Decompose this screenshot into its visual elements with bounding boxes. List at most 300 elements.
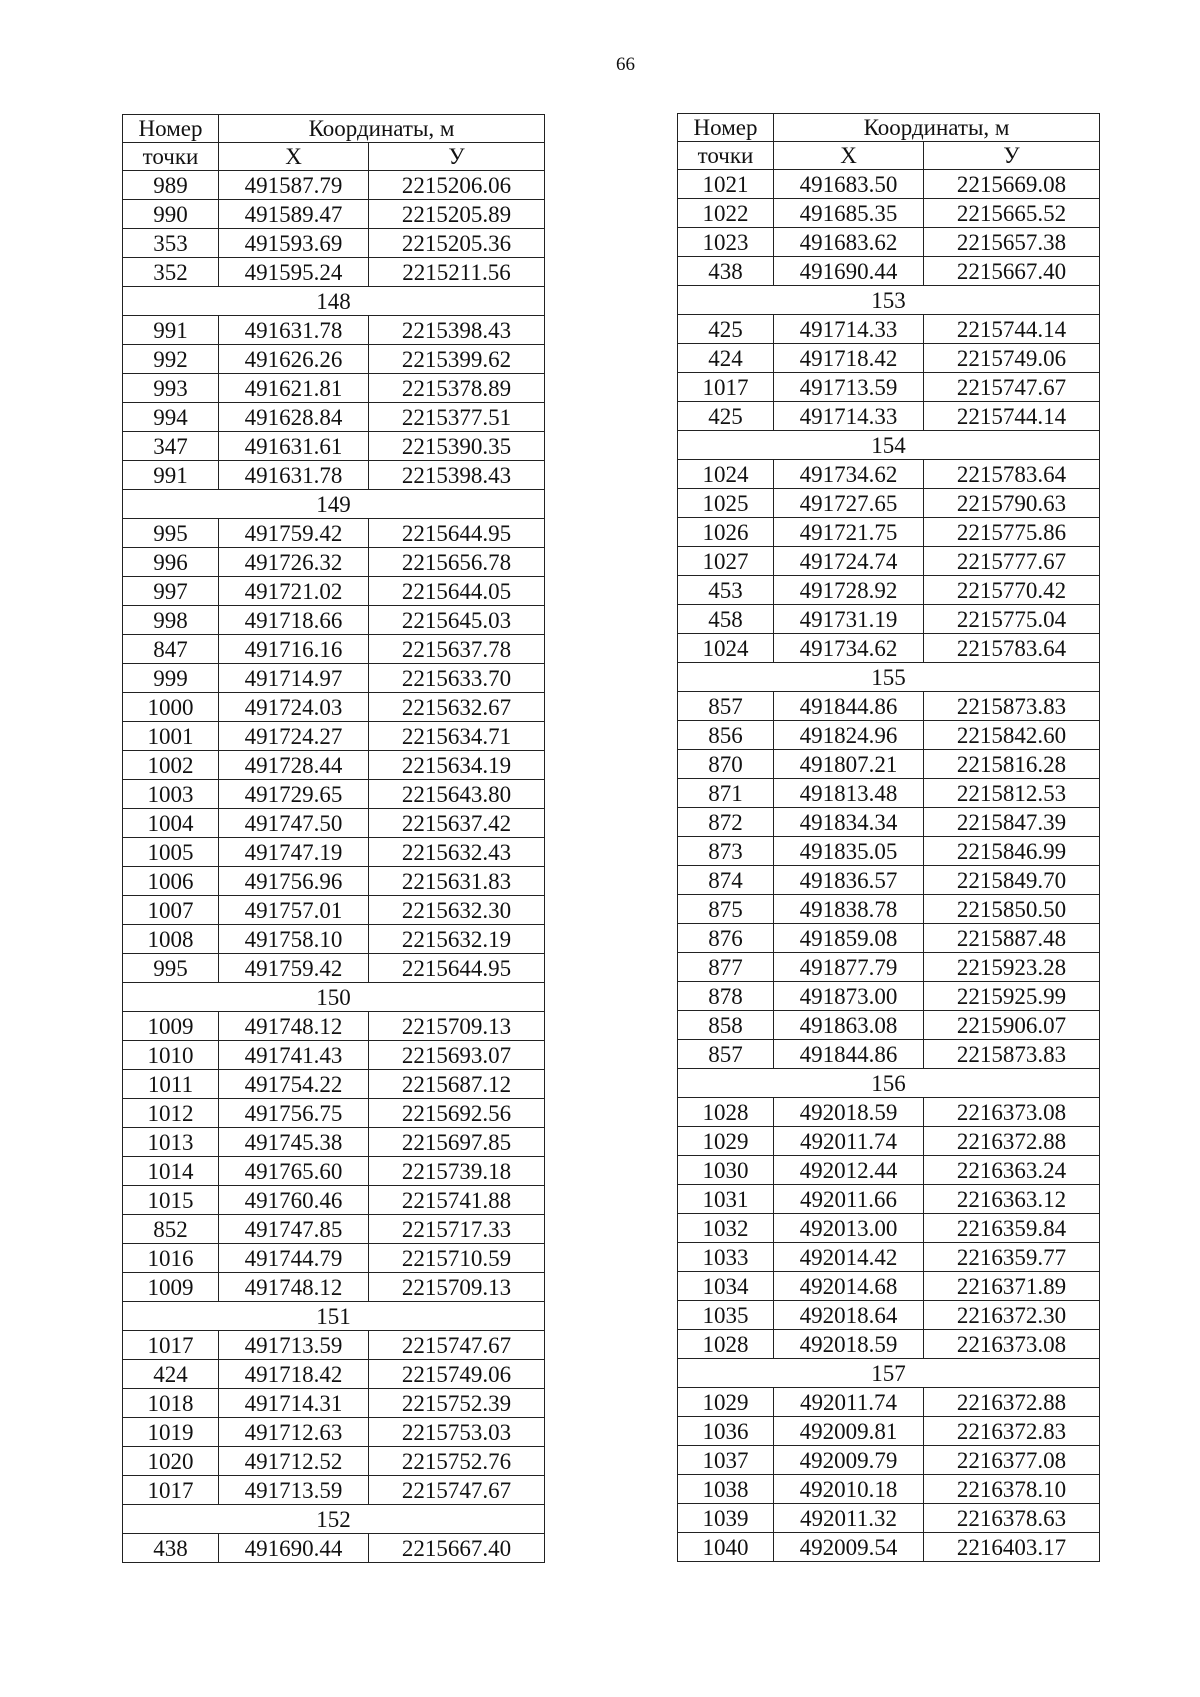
table-row	[678, 750, 1100, 779]
x-coordinate-cell: 491727.65	[774, 489, 924, 518]
point-number-cell: 1025	[678, 489, 774, 518]
coordinates-header: Координаты, м	[219, 115, 545, 143]
point-number-cell: 874	[678, 866, 774, 895]
y-coordinate-cell: 2216359.77	[924, 1243, 1100, 1272]
x-coordinate-cell: 491683.62	[774, 228, 924, 257]
y-coordinate-cell: 2216372.83	[924, 1417, 1100, 1446]
x-coordinate-cell: 491873.00	[774, 982, 924, 1011]
y-coordinate-cell: 2216378.63	[924, 1504, 1100, 1533]
y-coordinate-cell: 2216372.88	[924, 1127, 1100, 1156]
y-coordinate-cell: 2215777.67	[924, 547, 1100, 576]
table-row	[678, 1417, 1100, 1446]
x-coordinate-cell: 492010.18	[774, 1475, 924, 1504]
x-coordinate-cell: 491718.42	[219, 1360, 369, 1389]
group-heading-row	[678, 1359, 1100, 1388]
point-number-cell: 1014	[123, 1157, 219, 1186]
y-coordinate-cell: 2215925.99	[924, 982, 1100, 1011]
table-row	[123, 345, 545, 374]
point-number-cell: 1036	[678, 1417, 774, 1446]
point-number-cell: 425	[678, 315, 774, 344]
y-coordinate-cell: 2215634.19	[369, 751, 545, 780]
table-row	[678, 460, 1100, 489]
x-coordinate-cell: 491716.16	[219, 635, 369, 664]
y-coordinate-cell: 2215744.14	[924, 402, 1100, 431]
table-row	[123, 1273, 545, 1302]
x-coordinate-cell: 492011.32	[774, 1504, 924, 1533]
table-row	[123, 229, 545, 258]
table-row	[123, 1012, 545, 1041]
point-number-cell: 991	[123, 461, 219, 490]
point-number-cell: 1026	[678, 518, 774, 547]
x-coordinate-cell: 491721.75	[774, 518, 924, 547]
y-coordinate-cell: 2215747.67	[369, 1476, 545, 1505]
x-coordinate-cell: 491589.47	[219, 200, 369, 229]
y-coordinate-cell: 2215390.35	[369, 432, 545, 461]
point-number-cell: 1002	[123, 751, 219, 780]
point-number-cell: 1028	[678, 1098, 774, 1127]
point-number-cell: 872	[678, 808, 774, 837]
x-coordinate-cell: 491683.50	[774, 170, 924, 199]
table-row	[678, 1156, 1100, 1185]
x-coordinate-cell: 491726.32	[219, 548, 369, 577]
y-coordinate-cell: 2215744.14	[924, 315, 1100, 344]
y-coordinate-cell: 2215783.64	[924, 634, 1100, 663]
point-number-cell: 458	[678, 605, 774, 634]
y-coordinate-cell: 2215709.13	[369, 1273, 545, 1302]
table-row	[123, 1186, 545, 1215]
y-coordinate-cell: 2215644.95	[369, 519, 545, 548]
y-coordinate-cell: 2216363.24	[924, 1156, 1100, 1185]
y-coordinate-cell: 2216378.10	[924, 1475, 1100, 1504]
table-row	[678, 547, 1100, 576]
table-row	[678, 489, 1100, 518]
table-row	[678, 1388, 1100, 1417]
x-coordinate-cell: 492009.54	[774, 1533, 924, 1562]
x-coordinate-cell: 491593.69	[219, 229, 369, 258]
group-number: 154	[678, 431, 1100, 460]
table-row	[123, 1534, 545, 1563]
table-row	[123, 896, 545, 925]
group-heading-row	[123, 490, 545, 519]
y-column-header: У	[924, 142, 1100, 170]
y-coordinate-cell: 2215399.62	[369, 345, 545, 374]
y-coordinate-cell: 2215816.28	[924, 750, 1100, 779]
y-coordinate-cell: 2215205.36	[369, 229, 545, 258]
point-number-cell: 852	[123, 1215, 219, 1244]
y-coordinate-cell: 2215644.95	[369, 954, 545, 983]
coordinates-table-right	[677, 113, 1100, 1562]
table-row	[123, 519, 545, 548]
y-coordinate-cell: 2215656.78	[369, 548, 545, 577]
x-coordinate-cell: 491728.44	[219, 751, 369, 780]
point-number-cell: 1018	[123, 1389, 219, 1418]
point-number-header-line2: точки	[123, 143, 219, 171]
y-coordinate-cell: 2215752.39	[369, 1389, 545, 1418]
y-coordinate-cell: 2215637.42	[369, 809, 545, 838]
x-coordinate-cell: 491721.02	[219, 577, 369, 606]
point-number-cell: 1027	[678, 547, 774, 576]
y-coordinate-cell: 2216372.30	[924, 1301, 1100, 1330]
x-coordinate-cell: 491758.10	[219, 925, 369, 954]
y-coordinate-cell: 2215739.18	[369, 1157, 545, 1186]
point-number-cell: 453	[678, 576, 774, 605]
table-row	[678, 953, 1100, 982]
x-coordinate-cell: 492011.74	[774, 1388, 924, 1417]
x-coordinate-cell: 492018.64	[774, 1301, 924, 1330]
x-coordinate-cell: 491587.79	[219, 171, 369, 200]
y-coordinate-cell: 2215211.56	[369, 258, 545, 287]
point-number-cell: 1015	[123, 1186, 219, 1215]
y-coordinate-cell: 2215667.40	[369, 1534, 545, 1563]
table-row	[678, 170, 1100, 199]
group-heading-row	[123, 287, 545, 316]
point-number-cell: 1037	[678, 1446, 774, 1475]
x-coordinate-cell: 491844.86	[774, 1040, 924, 1069]
point-number-cell: 1011	[123, 1070, 219, 1099]
y-coordinate-cell: 2215850.50	[924, 895, 1100, 924]
x-coordinate-cell: 492013.00	[774, 1214, 924, 1243]
x-coordinate-cell: 491729.65	[219, 780, 369, 809]
table-row	[678, 866, 1100, 895]
table-row	[123, 925, 545, 954]
group-heading-row	[678, 431, 1100, 460]
table-row	[123, 1070, 545, 1099]
y-coordinate-cell: 2215812.53	[924, 779, 1100, 808]
y-coordinate-cell: 2215669.08	[924, 170, 1100, 199]
table-row	[678, 982, 1100, 1011]
group-number: 148	[123, 287, 545, 316]
table-row	[123, 1476, 545, 1505]
y-coordinate-cell: 2216373.08	[924, 1098, 1100, 1127]
x-coordinate-cell: 491631.78	[219, 461, 369, 490]
point-number-cell: 1024	[678, 460, 774, 489]
x-coordinate-cell: 491744.79	[219, 1244, 369, 1273]
point-number-cell: 1013	[123, 1128, 219, 1157]
y-coordinate-cell: 2215847.39	[924, 808, 1100, 837]
x-coordinate-cell: 492011.74	[774, 1127, 924, 1156]
table-row	[678, 402, 1100, 431]
table-row	[678, 1533, 1100, 1562]
point-number-cell: 424	[678, 344, 774, 373]
table-row	[678, 228, 1100, 257]
table-row	[678, 257, 1100, 286]
x-coordinate-cell: 491631.78	[219, 316, 369, 345]
point-number-cell: 1040	[678, 1533, 774, 1562]
point-number-cell: 858	[678, 1011, 774, 1040]
x-coordinate-cell: 491760.46	[219, 1186, 369, 1215]
group-number: 151	[123, 1302, 545, 1331]
table-row	[678, 1011, 1100, 1040]
point-number-header-line1: Номер	[678, 114, 774, 142]
table-row	[123, 1157, 545, 1186]
point-number-cell: 352	[123, 258, 219, 287]
point-number-cell: 994	[123, 403, 219, 432]
x-coordinate-cell: 492011.66	[774, 1185, 924, 1214]
group-heading-row	[123, 1505, 545, 1534]
x-coordinate-cell: 491734.62	[774, 634, 924, 663]
point-number-cell: 992	[123, 345, 219, 374]
table-row	[678, 1185, 1100, 1214]
y-coordinate-cell: 2215632.67	[369, 693, 545, 722]
table-row	[678, 808, 1100, 837]
y-coordinate-cell: 2215906.07	[924, 1011, 1100, 1040]
x-coordinate-cell: 491757.01	[219, 896, 369, 925]
group-heading-row	[123, 1302, 545, 1331]
table-row	[123, 1099, 545, 1128]
point-number-cell: 347	[123, 432, 219, 461]
x-coordinate-cell: 492012.44	[774, 1156, 924, 1185]
x-coordinate-cell: 491718.66	[219, 606, 369, 635]
x-coordinate-cell: 491724.27	[219, 722, 369, 751]
table-row	[678, 344, 1100, 373]
table-row	[678, 924, 1100, 953]
x-coordinate-cell: 491877.79	[774, 953, 924, 982]
group-number: 153	[678, 286, 1100, 315]
x-coordinate-cell: 491621.81	[219, 374, 369, 403]
point-number-cell: 989	[123, 171, 219, 200]
point-number-cell: 1010	[123, 1041, 219, 1070]
point-number-cell: 1029	[678, 1127, 774, 1156]
y-coordinate-cell: 2215644.05	[369, 577, 545, 606]
point-number-cell: 1009	[123, 1012, 219, 1041]
table-row	[123, 1128, 545, 1157]
table-body-right	[678, 170, 1100, 1562]
table-row	[123, 635, 545, 664]
x-coordinate-cell: 491714.33	[774, 315, 924, 344]
x-coordinate-cell: 492014.42	[774, 1243, 924, 1272]
y-coordinate-cell: 2215775.86	[924, 518, 1100, 547]
point-number-cell: 1021	[678, 170, 774, 199]
y-coordinate-cell: 2215206.06	[369, 171, 545, 200]
table-row	[123, 258, 545, 287]
x-coordinate-cell: 491759.42	[219, 954, 369, 983]
group-number: 155	[678, 663, 1100, 692]
y-coordinate-cell: 2215632.43	[369, 838, 545, 867]
point-number-cell: 1000	[123, 693, 219, 722]
x-coordinate-cell: 491844.86	[774, 692, 924, 721]
coordinates-table-left	[122, 114, 545, 1563]
y-coordinate-cell: 2215693.07	[369, 1041, 545, 1070]
x-coordinate-cell: 492009.81	[774, 1417, 924, 1446]
y-coordinate-cell: 2215775.04	[924, 605, 1100, 634]
x-coordinate-cell: 491748.12	[219, 1012, 369, 1041]
point-number-cell: 870	[678, 750, 774, 779]
point-number-cell: 425	[678, 402, 774, 431]
table-row	[678, 1475, 1100, 1504]
table-row	[123, 664, 545, 693]
point-number-cell: 875	[678, 895, 774, 924]
point-number-cell: 1038	[678, 1475, 774, 1504]
y-coordinate-cell: 2215717.33	[369, 1215, 545, 1244]
point-number-cell: 856	[678, 721, 774, 750]
y-coordinate-cell: 2215790.63	[924, 489, 1100, 518]
x-coordinate-cell: 491859.08	[774, 924, 924, 953]
table-row	[678, 1272, 1100, 1301]
y-coordinate-cell: 2215667.40	[924, 257, 1100, 286]
x-coordinate-cell: 491747.85	[219, 1215, 369, 1244]
point-number-cell: 993	[123, 374, 219, 403]
x-coordinate-cell: 491690.44	[219, 1534, 369, 1563]
table-row	[123, 403, 545, 432]
point-number-cell: 871	[678, 779, 774, 808]
point-number-cell: 997	[123, 577, 219, 606]
x-coordinate-cell: 491754.22	[219, 1070, 369, 1099]
x-coordinate-cell: 491756.75	[219, 1099, 369, 1128]
y-coordinate-cell: 2215752.76	[369, 1447, 545, 1476]
x-coordinate-cell: 491718.42	[774, 344, 924, 373]
y-column-header: У	[369, 143, 545, 171]
point-number-cell: 877	[678, 953, 774, 982]
table-body-left	[123, 171, 545, 1563]
table-row	[678, 1446, 1100, 1475]
point-number-cell: 1032	[678, 1214, 774, 1243]
y-coordinate-cell: 2216377.08	[924, 1446, 1100, 1475]
group-number: 156	[678, 1069, 1100, 1098]
y-coordinate-cell: 2215747.67	[924, 373, 1100, 402]
point-number-cell: 1020	[123, 1447, 219, 1476]
table-row	[123, 374, 545, 403]
point-number-header-line1: Номер	[123, 115, 219, 143]
point-number-cell: 1003	[123, 780, 219, 809]
y-coordinate-cell: 2215398.43	[369, 461, 545, 490]
table-row	[123, 722, 545, 751]
x-coordinate-cell: 491838.78	[774, 895, 924, 924]
point-number-cell: 1008	[123, 925, 219, 954]
y-coordinate-cell: 2215749.06	[924, 344, 1100, 373]
point-number-cell: 1039	[678, 1504, 774, 1533]
x-coordinate-cell: 491713.59	[774, 373, 924, 402]
y-coordinate-cell: 2216371.89	[924, 1272, 1100, 1301]
table-row	[678, 1127, 1100, 1156]
y-coordinate-cell: 2215632.19	[369, 925, 545, 954]
x-coordinate-cell: 492018.59	[774, 1098, 924, 1127]
x-coordinate-cell: 491728.92	[774, 576, 924, 605]
point-number-cell: 1017	[123, 1331, 219, 1360]
table-row	[678, 199, 1100, 228]
y-coordinate-cell: 2215873.83	[924, 692, 1100, 721]
table-row	[123, 809, 545, 838]
group-number: 149	[123, 490, 545, 519]
table-row	[678, 779, 1100, 808]
y-coordinate-cell: 2215770.42	[924, 576, 1100, 605]
x-coordinate-cell: 491626.26	[219, 345, 369, 374]
x-coordinate-cell: 491714.97	[219, 664, 369, 693]
group-heading-row	[678, 1069, 1100, 1098]
x-coordinate-cell: 492018.59	[774, 1330, 924, 1359]
y-coordinate-cell: 2215692.56	[369, 1099, 545, 1128]
x-coordinate-cell: 491713.59	[219, 1331, 369, 1360]
y-coordinate-cell: 2215710.59	[369, 1244, 545, 1273]
x-coordinate-cell: 491714.33	[774, 402, 924, 431]
point-number-cell: 1017	[678, 373, 774, 402]
point-number-cell: 353	[123, 229, 219, 258]
table-row	[678, 895, 1100, 924]
point-number-cell: 1004	[123, 809, 219, 838]
point-number-cell: 1024	[678, 634, 774, 663]
table-row	[123, 838, 545, 867]
x-coordinate-cell: 491756.96	[219, 867, 369, 896]
table-row	[678, 315, 1100, 344]
y-coordinate-cell: 2215741.88	[369, 1186, 545, 1215]
y-coordinate-cell: 2215783.64	[924, 460, 1100, 489]
x-coordinate-cell: 491863.08	[774, 1011, 924, 1040]
table-row	[123, 316, 545, 345]
x-coordinate-cell: 491712.52	[219, 1447, 369, 1476]
table-row	[123, 1418, 545, 1447]
x-coordinate-cell: 491724.74	[774, 547, 924, 576]
point-number-cell: 1030	[678, 1156, 774, 1185]
table-row	[123, 1389, 545, 1418]
point-number-cell: 1033	[678, 1243, 774, 1272]
group-number: 152	[123, 1505, 545, 1534]
y-coordinate-cell: 2215709.13	[369, 1012, 545, 1041]
table-row	[123, 171, 545, 200]
table-row	[123, 1360, 545, 1389]
point-number-cell: 1012	[123, 1099, 219, 1128]
table-row	[123, 693, 545, 722]
table-row	[123, 1041, 545, 1070]
point-number-cell: 1035	[678, 1301, 774, 1330]
table-row	[678, 576, 1100, 605]
y-coordinate-cell: 2215633.70	[369, 664, 545, 693]
x-column-header: X	[219, 143, 369, 171]
group-heading-row	[678, 663, 1100, 692]
y-coordinate-cell: 2215842.60	[924, 721, 1100, 750]
point-number-cell: 1006	[123, 867, 219, 896]
y-coordinate-cell: 2215873.83	[924, 1040, 1100, 1069]
table-row	[678, 634, 1100, 663]
x-coordinate-cell: 491713.59	[219, 1476, 369, 1505]
x-coordinate-cell: 491741.43	[219, 1041, 369, 1070]
y-coordinate-cell: 2216363.12	[924, 1185, 1100, 1214]
x-coordinate-cell: 491595.24	[219, 258, 369, 287]
x-coordinate-cell: 491834.34	[774, 808, 924, 837]
point-number-cell: 1001	[123, 722, 219, 751]
coordinates-header: Координаты, м	[774, 114, 1100, 142]
y-coordinate-cell: 2215665.52	[924, 199, 1100, 228]
table-row	[678, 1214, 1100, 1243]
x-coordinate-cell: 491628.84	[219, 403, 369, 432]
x-coordinate-cell: 491759.42	[219, 519, 369, 548]
table-row	[123, 461, 545, 490]
x-coordinate-cell: 491824.96	[774, 721, 924, 750]
point-number-cell: 438	[678, 257, 774, 286]
table-row	[123, 1244, 545, 1273]
table-row	[678, 721, 1100, 750]
point-number-cell: 990	[123, 200, 219, 229]
point-number-cell: 1022	[678, 199, 774, 228]
point-number-cell: 996	[123, 548, 219, 577]
x-coordinate-cell: 491731.19	[774, 605, 924, 634]
y-coordinate-cell: 2215753.03	[369, 1418, 545, 1447]
y-coordinate-cell: 2215643.80	[369, 780, 545, 809]
y-coordinate-cell: 2215687.12	[369, 1070, 545, 1099]
table-row	[678, 1040, 1100, 1069]
table-row	[123, 577, 545, 606]
y-coordinate-cell: 2215697.85	[369, 1128, 545, 1157]
point-number-cell: 1031	[678, 1185, 774, 1214]
y-coordinate-cell: 2215377.51	[369, 403, 545, 432]
table-row	[123, 432, 545, 461]
x-coordinate-cell: 491835.05	[774, 837, 924, 866]
y-coordinate-cell: 2215645.03	[369, 606, 545, 635]
table-row	[123, 548, 545, 577]
point-number-cell: 1016	[123, 1244, 219, 1273]
group-heading-row	[678, 286, 1100, 315]
point-number-cell: 991	[123, 316, 219, 345]
x-column-header: X	[774, 142, 924, 170]
point-number-cell: 424	[123, 1360, 219, 1389]
